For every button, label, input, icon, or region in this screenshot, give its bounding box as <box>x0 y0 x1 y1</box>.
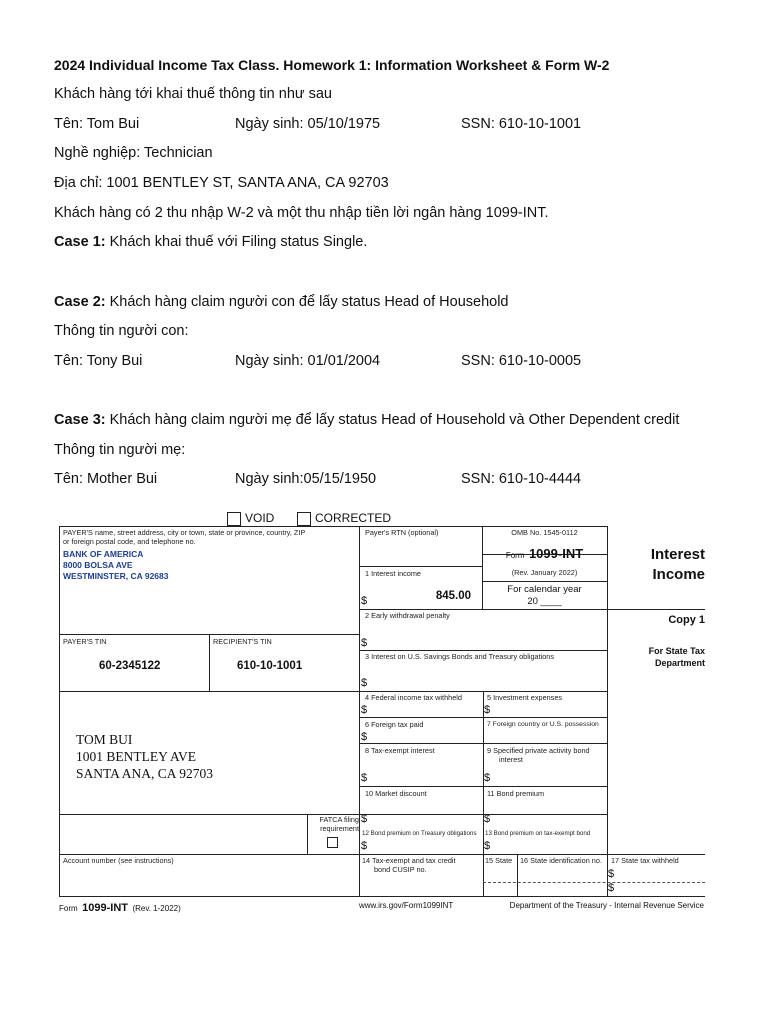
box12-dollar[interactable]: $ <box>361 840 368 852</box>
taxpayer-row <box>54 116 754 132</box>
recipient-name: TOM BUI <box>76 732 133 747</box>
page-title: 2024 Individual Income Tax Class. Homework 1: Information Worksheet & Form W-2 <box>54 57 610 73</box>
box10-dollar[interactable]: $ <box>361 813 368 825</box>
account-number-label: Account number (see instructions) <box>63 856 174 865</box>
payer-name: BANK OF AMERICA <box>63 549 144 559</box>
case3-text <box>54 412 679 428</box>
box3-label: 3 Interest on U.S. Savings Bonds and Treasury obligations <box>365 652 555 661</box>
payer-label: PAYER'S name, street address, city or town, state or province, country, ZIP or foreign postal code, and telephone no. <box>63 528 306 546</box>
corrected-label: CORRECTED <box>315 511 392 525</box>
case1-desc: Khách khai thuế với Filing status Single. <box>105 234 368 250</box>
form-title: Interest Income <box>650 546 705 583</box>
mother-dob: Ngày sinh:05/15/1950 <box>235 471 377 487</box>
void-label: VOID <box>245 511 275 525</box>
box1-label: 1 Interest income <box>365 569 421 578</box>
box16-label: 16 State identification no. <box>520 856 602 865</box>
calendar-year-field[interactable]: 20 ____ <box>527 596 562 607</box>
box7-label: 7 Foreign country or U.S. possession <box>487 721 599 728</box>
payer-tin[interactable]: 60-2345122 <box>99 660 161 672</box>
rtn-label: Payer's RTN (optional) <box>365 528 439 537</box>
box6-label: 6 Foreign tax paid <box>365 720 424 729</box>
mother-info-label: Thông tin người mẹ: <box>54 442 186 458</box>
void-checkbox[interactable] <box>227 512 241 526</box>
case2-text <box>54 294 509 310</box>
case1-label: Case 1: <box>54 234 106 250</box>
copy-label: Copy 1 <box>668 614 705 626</box>
form-footer-url: www.irs.gov/Form1099INT <box>359 901 454 910</box>
box17-dollar-1[interactable]: $ <box>608 868 615 880</box>
box8-label: 8 Tax-exempt interest <box>365 746 435 755</box>
box2-dollar[interactable]: $ <box>361 637 368 649</box>
recipient-city: SANTA ANA, CA 92703 <box>76 766 213 781</box>
box1-value[interactable]: 845.00 <box>435 590 471 602</box>
box5-dollar[interactable]: $ <box>484 704 491 716</box>
omb-number: OMB No. 1545-0112 <box>511 528 578 537</box>
recipient-tin[interactable]: 610-10-1001 <box>237 660 303 672</box>
box17-dollar-2[interactable]: $ <box>608 882 615 894</box>
calendar-year-label: For calendar year <box>507 584 582 595</box>
box9-label: 9 Specified private activity bond interest <box>487 746 590 764</box>
box9-dollar[interactable]: $ <box>484 772 491 784</box>
taxpayer-name: Tên: Tom Bui <box>54 116 140 132</box>
box4-label: 4 Federal income tax withheld <box>365 693 462 702</box>
box11-label: 11 Bond premium <box>487 789 545 798</box>
box12-label: 12 Bond premium on Treasury obligations <box>362 830 477 837</box>
case2-desc: Khách hàng claim người con để lấy status Head of Household <box>105 294 509 310</box>
corrected-checkbox[interactable] <box>297 512 311 526</box>
fatca-checkbox[interactable] <box>327 837 338 848</box>
box11-dollar[interactable]: $ <box>484 813 491 825</box>
box10-label: 10 Market discount <box>365 789 427 798</box>
form-footer-dept: Department of the Treasury - Internal Revenue Service <box>509 901 704 910</box>
case1-text <box>54 234 367 250</box>
box13-label: 13 Bond premium on tax-exempt bond <box>485 830 591 837</box>
copy-for: For State Tax Department <box>648 646 705 668</box>
box2-label: 2 Early withdrawal penalty <box>365 611 450 620</box>
payer-address <box>63 549 169 582</box>
address-text: Địa chỉ: 1001 BENTLEY ST, SANTA ANA, CA 92703 <box>54 175 389 191</box>
payer-tin-label: PAYER'S TIN <box>63 637 107 646</box>
box6-dollar[interactable]: $ <box>361 731 368 743</box>
box3-dollar[interactable]: $ <box>361 677 368 689</box>
child-row <box>54 353 754 369</box>
fatca-label: FATCA filing requirement <box>319 815 359 833</box>
child-info-label: Thông tin người con: <box>54 323 189 339</box>
child-dob: Ngày sinh: 01/01/2004 <box>235 353 381 369</box>
case3-desc: Khách hàng claim người mẹ để lấy status Head of Household và Other Dependent credit <box>105 412 680 428</box>
mother-ssn: SSN: 610-10-4444 <box>461 471 582 487</box>
mother-name: Tên: Mother Bui <box>54 471 158 487</box>
box14-label: 14 Tax-exempt and tax credit bond CUSIP no. <box>362 856 456 874</box>
box15-label: 15 State <box>485 856 513 865</box>
form-1099-int <box>59 526 705 897</box>
form-revision: (Rev. January 2022) <box>511 568 578 577</box>
form-footer-id: Form 1099-INT (Rev. 1-2022) <box>59 902 181 914</box>
form-id: Form 1099-INT <box>505 546 584 561</box>
box1-dollar: $ <box>361 595 368 607</box>
taxpayer-ssn: SSN: 610-10-1001 <box>461 116 582 132</box>
mother-row <box>54 471 754 487</box>
box17-label: 17 State tax withheld <box>611 856 679 865</box>
case2-label: Case 2: <box>54 294 106 310</box>
box5-label: 5 Investment expenses <box>487 693 563 702</box>
child-ssn: SSN: 610-10-0005 <box>461 353 582 369</box>
recipient-street: 1001 BENTLEY AVE <box>76 749 196 764</box>
intro-text: Khách hàng tới khai thuế thông tin như sau <box>54 86 332 102</box>
payer-street: 8000 BOLSA AVE <box>63 560 133 570</box>
recipient-address <box>76 731 213 782</box>
case3-label: Case 3: <box>54 412 106 428</box>
child-name: Tên: Tony Bui <box>54 353 143 369</box>
payer-city: WESTMINSTER, CA 92683 <box>63 571 169 581</box>
income-text: Khách hàng có 2 thu nhập W-2 và một thu nhập tiền lời ngân hàng 1099-INT. <box>54 205 549 221</box>
box4-dollar[interactable]: $ <box>361 704 368 716</box>
recipient-tin-label: RECIPIENT'S TIN <box>213 637 272 646</box>
box13-dollar[interactable]: $ <box>484 840 491 852</box>
occupation-text: Nghề nghiệp: Technician <box>54 145 213 161</box>
taxpayer-dob: Ngày sinh: 05/10/1975 <box>235 116 381 132</box>
box8-dollar[interactable]: $ <box>361 772 368 784</box>
